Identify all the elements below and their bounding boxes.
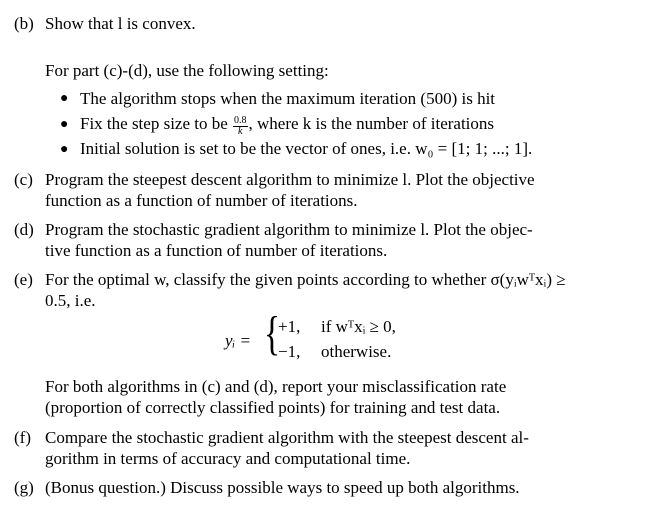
part-g-marker: (g)	[14, 478, 34, 497]
bullet-icon: ●	[60, 117, 69, 132]
part-e-para-line1: For both algorithms in (c) and (d), report your misclassification rate	[45, 377, 507, 396]
part-g-text: (Bonus question.) Discuss possible ways to speed up both algorithms.	[45, 478, 520, 497]
part-c-line1: Program the steepest descent algorithm to minimize l. Plot the objective	[45, 170, 535, 189]
part-c-marker: (c)	[14, 170, 33, 189]
bullet-step-size	[80, 113, 494, 137]
initial-solution-text: Initial solution is set to be the vector of ones, i.e.	[80, 139, 411, 158]
case-1-value: +1,	[278, 317, 301, 336]
part-e-line2: 0.5, i.e.	[45, 291, 96, 310]
part-f-line2: gorithm in terms of accuracy and computational time.	[45, 449, 411, 468]
part-d-line1: Program the stochastic gradient algorithm to minimize l. Plot the objec-	[45, 220, 533, 239]
setting-intro: For part (c)-(d), use the following setting:	[45, 61, 329, 80]
part-b-marker: (b)	[14, 14, 34, 33]
part-f-line1: Compare the stochastic gradient algorithm with the steepest descent al-	[45, 428, 529, 447]
bullet-icon: ●	[60, 91, 69, 106]
case-2-value: −1,	[278, 342, 301, 361]
initial-solution-formula: w₀ = [1; 1; ...; 1].	[415, 139, 533, 158]
bullet-stop-criterion: The algorithm stops when the maximum iteration (500) is hit	[80, 89, 496, 108]
part-b-text: Show that l is convex.	[45, 14, 196, 33]
part-f-marker: (f)	[14, 428, 31, 447]
equation-lhs: yᵢ =	[225, 331, 251, 350]
part-e-para-line2: (proportion of correctly classified points) for training and test data.	[45, 398, 501, 417]
part-c-line2: function as a function of number of iterations.	[45, 191, 358, 210]
step-size-text: Fix the step size to be	[80, 114, 228, 133]
fraction-numerator: 0.8	[234, 114, 247, 126]
case-2-condition: otherwise.	[321, 342, 392, 361]
fraction-denominator: k	[238, 125, 243, 137]
bullet-icon: ●	[60, 142, 69, 157]
step-size-fraction	[233, 116, 248, 137]
left-brace-icon: {	[264, 307, 281, 360]
part-d-line2: tive function as a function of number of iterations.	[45, 241, 388, 260]
case-1-condition: if wᵀxᵢ ≥ 0,	[321, 317, 396, 336]
bullet-initial-solution	[80, 138, 532, 160]
part-d-marker: (d)	[14, 220, 34, 239]
part-e-line1: For the optimal w, classify the given points according to whether σ(yᵢwᵀxᵢ) ≥	[45, 270, 566, 289]
step-size-suffix: , where k is the number of iterations	[248, 114, 495, 133]
part-e-marker: (e)	[14, 270, 33, 289]
